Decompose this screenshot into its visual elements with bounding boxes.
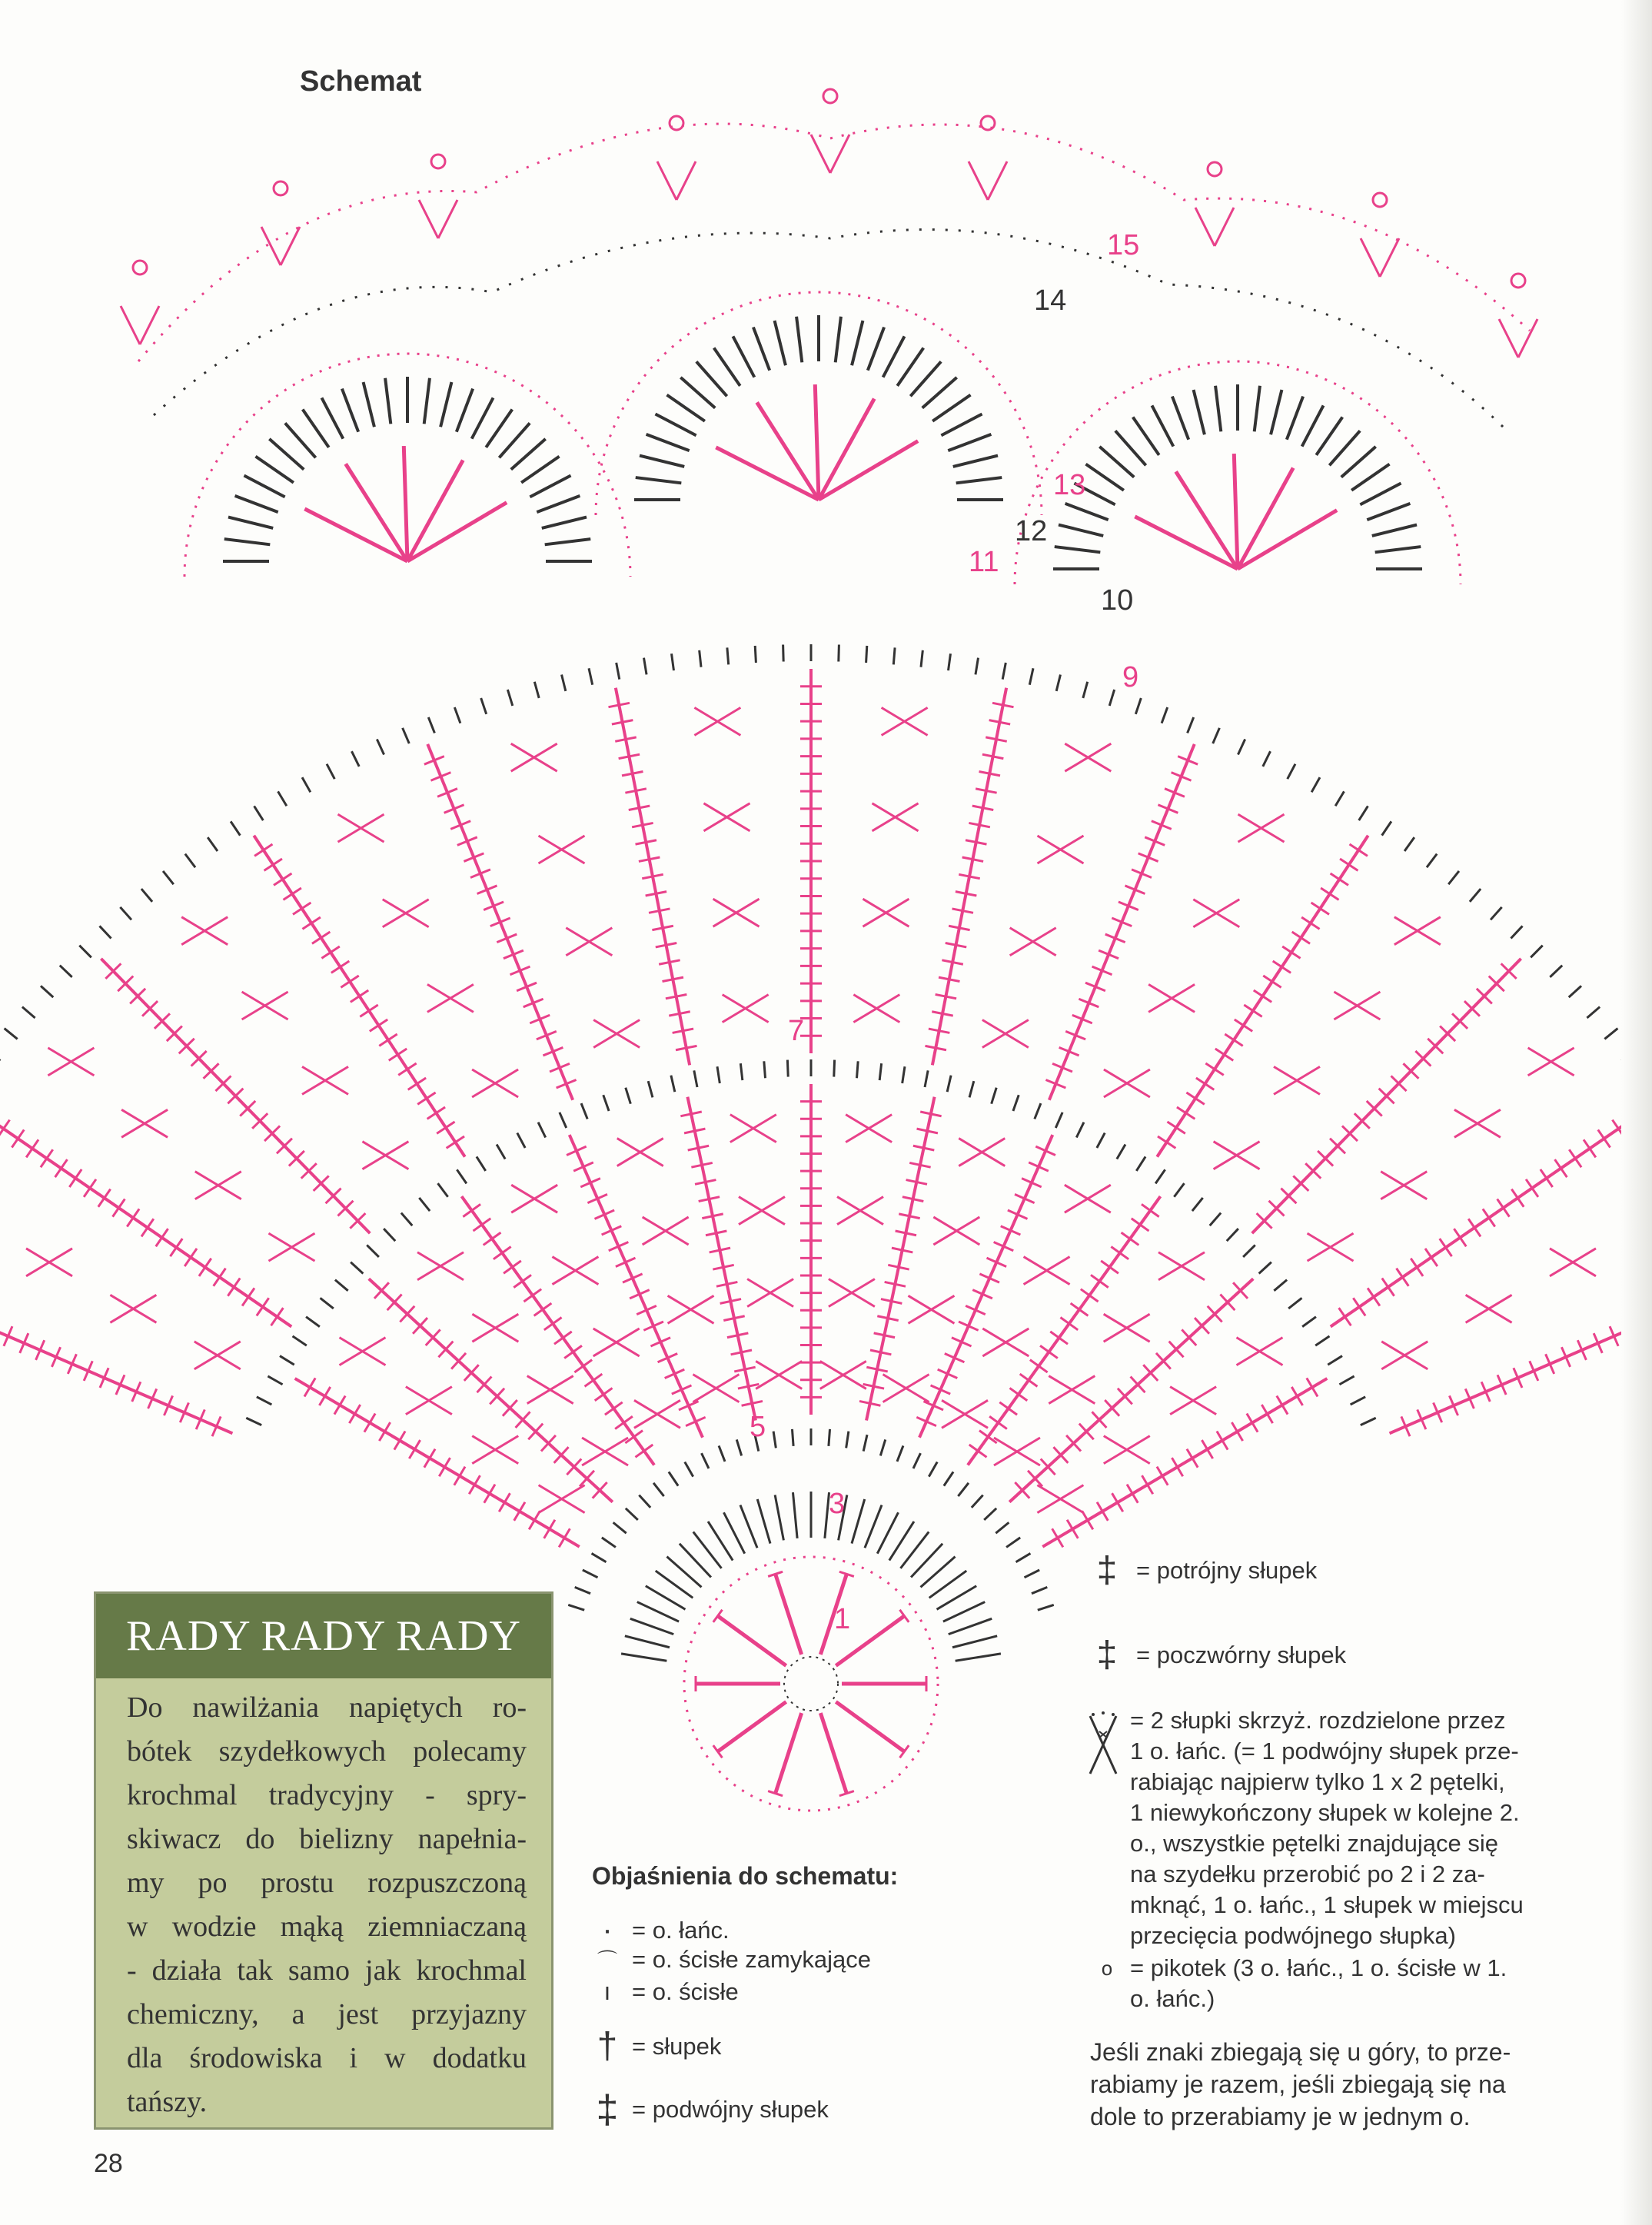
row-number-label: 3 (829, 1488, 846, 1520)
quadruple-treble-symbol-icon: ‡ (1096, 1635, 1118, 1675)
legend-text: o. łańc.) (1130, 1985, 1215, 2012)
note-line: Jeśli znaki zbiegają się u góry, to prze- (1090, 2038, 1511, 2066)
tips-line: chemiczny, a jest przyjazny (127, 1998, 527, 2030)
legend-item-treble-crochet (592, 2087, 829, 2133)
tips-line: Do nawilżania napiętych ro- (127, 1691, 527, 1724)
picot-symbol-icon: o (1101, 1957, 1113, 1980)
legend-text: rabiając najpierw tylko 1 x 2 pętelki, (1130, 1768, 1505, 1795)
row-number-label: 5 (750, 1411, 766, 1443)
legend-text: na szydełku przerobić po 2 i 2 za- (1130, 1861, 1485, 1887)
row-number-label: 15 (1107, 229, 1140, 261)
treble-crochet-symbol-icon: ‡ (596, 2087, 619, 2132)
final-note (1090, 2036, 1567, 2133)
note-line: dole to przerabiamy je w jednym o. (1090, 2103, 1471, 2130)
legend-item-slip-stitch (592, 1945, 871, 1974)
row-number-label: 10 (1101, 584, 1134, 617)
legend-text: mknąć, 1 o. łańc., 1 słupek w miejscu (1130, 1891, 1524, 1918)
double-crochet-symbol-icon: † (597, 2026, 618, 2067)
legend-item-double-crochet (592, 2025, 721, 2067)
tips-header-text: RADY RADY RADY (126, 1612, 521, 1660)
tips-box (94, 1591, 553, 2130)
legend-text: = o. łańc. (632, 1916, 730, 1944)
legend-title: Objaśnienia do schematu: (592, 1862, 899, 1890)
note-line: rabiamy je razem, jeśli zbiegają się na (1090, 2070, 1506, 2098)
row-number-label: 9 (1122, 661, 1139, 693)
legend-text: 1 o. łańc. (= 1 podwójny słupek prze- (1130, 1738, 1519, 1764)
triple-treble-symbol-icon: ‡ (1096, 1550, 1118, 1591)
legend-text: = o. ścisłe zamykające (632, 1945, 871, 1973)
row-number-label: 13 (1053, 469, 1086, 501)
tips-line: dla środowiska i w dodatku (127, 2042, 527, 2074)
legend-text: = potrójny słupek (1136, 1556, 1318, 1584)
row-number-label: 12 (1015, 515, 1048, 547)
tips-line: tańszy. (127, 2086, 208, 2118)
crossed-stitch-description (1130, 1705, 1561, 1951)
legend-item-triple-treble (1092, 1549, 1317, 1591)
row-number-label: 14 (1034, 284, 1067, 317)
tips-header (96, 1594, 551, 1678)
slip-stitch-symbol-icon: ⌒ (597, 1949, 617, 1972)
legend-text: = o. ścisłe (632, 1977, 739, 2005)
legend-text: = podwójny słupek (632, 2096, 829, 2123)
tips-line: bótek szydełkowych polecamy (127, 1735, 527, 1768)
tips-line: my po prostu rozpuszczoną (127, 1867, 527, 1899)
row-number-label: 1 (834, 1603, 851, 1635)
legend-text: = 2 słupki skrzyż. rozdzielone przez (1130, 1707, 1506, 1734)
legend-text: 1 niewykończony słupek w kolejne 2. (1130, 1799, 1520, 1826)
page-edge-shadow (1621, 0, 1652, 2225)
legend-text: = poczwórny słupek (1136, 1641, 1347, 1668)
tips-body (127, 1686, 527, 2124)
legend-text: przecięcia podwójnego słupka) (1130, 1922, 1456, 1949)
tips-line: - działa tak samo jak krochmal (127, 1954, 527, 1987)
tips-line: w wodzie mąką ziemniaczaną (127, 1911, 527, 1943)
page-number: 28 (94, 2149, 123, 2178)
chain-symbol-icon: · (602, 1913, 613, 1947)
picot-description (1130, 1953, 1507, 2014)
legend-text: o., wszystkie pętelki znajdujące się (1130, 1830, 1499, 1857)
tips-line: krochmal tradycyjny - spry- (127, 1779, 527, 1811)
crossed-stitch-symbol-icon (1084, 1708, 1122, 1778)
diagram-title: Schemat (300, 65, 422, 98)
single-crochet-symbol-icon: ı (603, 1977, 611, 2005)
legend-item-single-crochet (592, 1977, 739, 2006)
legend-text: = pikotek (3 o. łańc., 1 o. ścisłe w 1. (1130, 1954, 1507, 1981)
legend-item-chain (592, 1913, 730, 1947)
legend-item-quadruple-treble (1092, 1634, 1346, 1676)
legend-item-picot (1092, 1953, 1561, 2014)
legend-text: = słupek (632, 2032, 722, 2060)
tips-line: skiwacz do bielizny napełnia- (127, 1823, 527, 1855)
row-number-label: 11 (969, 546, 999, 578)
row-number-label: 7 (788, 1015, 805, 1047)
